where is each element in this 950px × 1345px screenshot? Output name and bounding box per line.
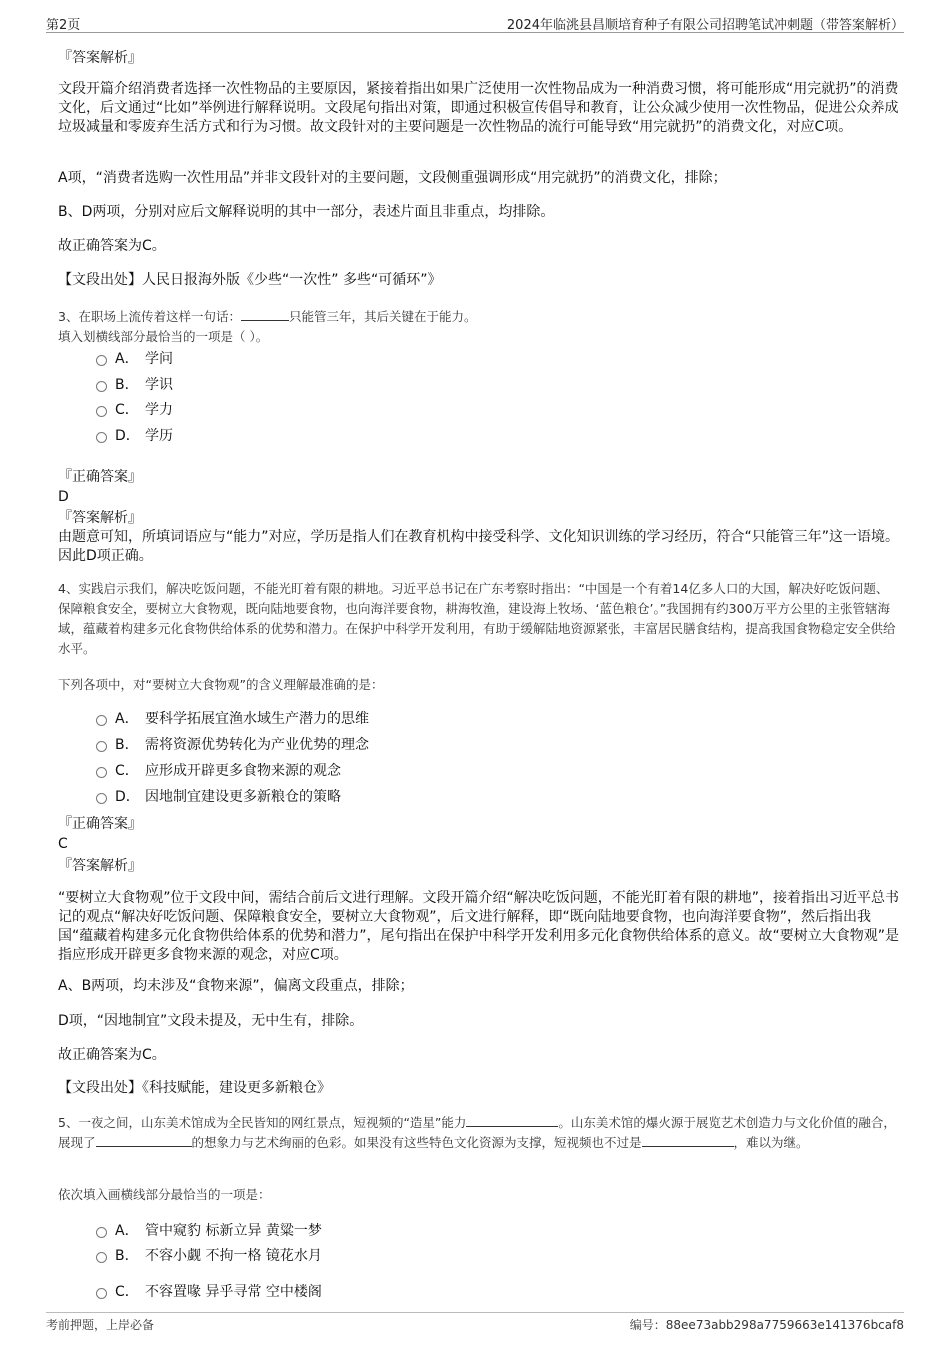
radio-icon[interactable] [96, 1288, 107, 1299]
q2-source: 【文段出处】人民日报海外版《少些“一次性” 多些“可循环”》 [58, 272, 442, 288]
q5-stem: 5、一夜之间，山东美术馆成为全民皆知的网红景点，短视频的“造星”能力 。山东美术馆的爆火源于展览艺术创造力与文化价值的融合，展现了 的想象力与艺术绚丽的色彩。如果没有这些特色文化资源为支撑，短视频也不过是 ，难以为继。 [58, 1115, 896, 1150]
q3-option-a[interactable]: A． 学问 [96, 349, 173, 369]
document-id: 编号：88ee73abb298a7759663e141376bcaf8 [629, 1318, 904, 1332]
page-header [46, 14, 904, 33]
q3-answer-label: 『正确答案』 [58, 469, 142, 485]
q4-option-c[interactable]: C． 应形成开辟更多食物来源的观念 [96, 761, 341, 781]
q2-analysis-p2: A项，“消费者选购一次性用品”并非文段针对的主要问题，文段侧重强调形成“用完就扔”的消费文化，排除； [58, 170, 727, 186]
blank-line [466, 1114, 558, 1127]
q4-option-a[interactable]: A． 要科学拓展宜渔水域生产潜力的思维 [96, 709, 369, 729]
footer-slogan: 考前押题，上岸必备 [46, 1318, 155, 1332]
q4-analysis-p1: “要树立大食物观”位于文段中间，需结合前后文进行理解。文段开篇介绍“解决吃饭问题，不能光盯着有限的耕地”，接着指出习近平总书记的观点“解决好吃饭问题、保障粮食安全，要树立大食物观”，后文进行解释，即“既向陆地要食物，也向海洋要食物”，然后指出我国“蕴藏着构建多元化食物供给体系的优势和潜力”，尾句指出在保护中科学开发利用多元化食物供给体系的意义。故“要树立大食物观”是指应形成开辟更多食物来源的观念，对应C项。 [58, 890, 900, 963]
q4-source: 【文段出处】《科技赋能，建设更多新粮仓》 [58, 1080, 331, 1096]
q4-analysis-p2: A、B两项，均未涉及“食物来源”，偏离文段重点，排除； [58, 978, 414, 994]
q4-option-d[interactable]: D． 因地制宜建设更多新粮仓的策略 [96, 787, 341, 807]
blank-line [642, 1134, 734, 1147]
radio-icon[interactable] [96, 715, 107, 726]
radio-icon[interactable] [96, 767, 107, 778]
page-footer [46, 1312, 904, 1333]
q3-analysis: 由题意可知，所填词语应与“能力”对应，学历是指人们在教育机构中接受科学、文化知识训练的学习经历，符合“只能管三年”这一语境。因此D项正确。 [58, 529, 900, 564]
q2-analysis-p3: B、D两项，分别对应后文解释说明的其中一部分，表述片面且非重点，均排除。 [58, 204, 555, 220]
page-number: 第2页 [46, 18, 81, 33]
q5-option-a[interactable]: A． 管中窥豹 标新立异 黄粱一梦 [96, 1221, 322, 1241]
q4-answer-label: 『正确答案』 [58, 816, 142, 832]
radio-icon[interactable] [96, 1227, 107, 1238]
q4-analysis-label: 『答案解析』 [58, 858, 142, 874]
radio-icon[interactable] [96, 432, 107, 443]
radio-icon[interactable] [96, 406, 107, 417]
q5-question: 依次填入画横线部分最恰当的一项是： [58, 1187, 271, 1202]
radio-icon[interactable] [96, 741, 107, 752]
q3-answer: D [58, 489, 69, 505]
q5-option-b[interactable]: B． 不容小觑 不拘一格 镜花水月 [96, 1246, 322, 1266]
q2-analysis-p1: 文段开篇介绍消费者选择一次性物品的主要原因，紧接着指出如果广泛使用一次性物品成为一种消费习惯，将可能形成“用完就扔”的消费文化，后文通过“比如”举例进行解释说明。文段尾句指出对策，即通过积极宣传倡导和教育，让公众减少使用一次性物品，促进公众养成垃圾减量和零废弃生活方式和行为习惯。故文段针对的主要问题是一次性物品的流行可能导致“用完就扔”的消费文化，对应C项。 [58, 81, 899, 135]
document-title: 2024年临洮县昌顺培育种子有限公司招聘笔试冲刺题（带答案解析） [506, 18, 904, 33]
q4-question: 下列各项中，对“要树立大食物观”的含义理解最准确的是： [58, 677, 384, 692]
q2-analysis-label: 『答案解析』 [58, 50, 142, 66]
radio-icon[interactable] [96, 381, 107, 392]
radio-icon[interactable] [96, 793, 107, 804]
q2-analysis-p4: 故正确答案为C。 [58, 238, 166, 254]
q4-answer: C [58, 836, 68, 852]
q4-option-b[interactable]: B． 需将资源优势转化为产业优势的理念 [96, 735, 369, 755]
q3-analysis-label: 『答案解析』 [58, 510, 142, 526]
q3-stem: 3、在职场上流传着这样一句话： 只能管三年，其后关键在于能力。 [58, 309, 477, 324]
blank-line [96, 1134, 192, 1147]
q4-analysis-p4: 故正确答案为C。 [58, 1047, 166, 1063]
q3-instruction: 填入划横线部分最恰当的一项是（ ）。 [58, 329, 269, 344]
radio-icon[interactable] [96, 1252, 107, 1263]
q5-option-c[interactable]: C． 不容置喙 异乎寻常 空中楼阁 [96, 1282, 322, 1302]
q4-stem: 4、实践启示我们，解决吃饭问题，不能光盯着有限的耕地。习近平总书记在广东考察时指出：“中国是一个有着14亿多人口的大国，解决好吃饭问题、保障粮食安全，要树立大食物观，既向陆地要食物，也向海洋要食物，耕海牧渔，建设海上牧场、‘蓝色粮仓’。”我国拥有约300万平方公里的主张管辖海域，蕴藏着构建多元化食物供给体系的优势和潜力。在保护中科学开发利用，有助于缓解陆地资源紧张，丰富居民膳食结构，提高我国食物稳定安全供给水平。 [58, 581, 896, 656]
blank-line [241, 308, 289, 321]
radio-icon[interactable] [96, 355, 107, 366]
q3-option-b[interactable]: B． 学识 [96, 375, 173, 395]
q3-option-d[interactable]: D． 学历 [96, 426, 173, 446]
q3-option-c[interactable]: C． 学力 [96, 400, 173, 420]
q4-analysis-p3: D项，“因地制宜”文段未提及，无中生有，排除。 [58, 1013, 364, 1029]
